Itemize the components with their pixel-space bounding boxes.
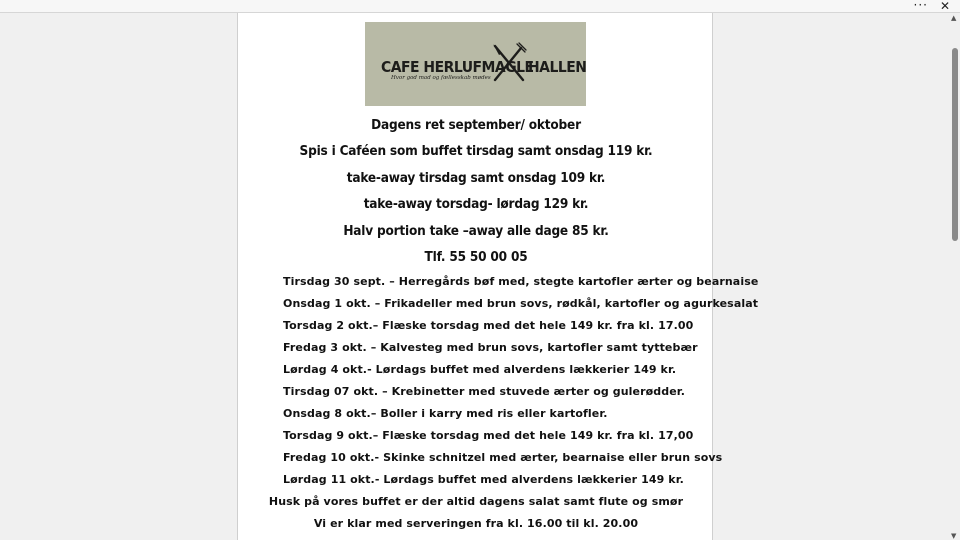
crossed-knife-fork-icon xyxy=(491,42,527,84)
menu-day-item: Tirsdag 30 sept. – Herregårds bøf med, stegte kartofler ærter og bearnaise xyxy=(283,275,759,288)
document-page xyxy=(237,13,759,540)
menu-day-item: Torsdag 2 okt.– Flæske torsdag med det hele 149 kr. fra kl. 17.00 xyxy=(283,319,694,332)
scroll-up-icon[interactable]: ▲ xyxy=(951,14,957,22)
logo-name-left: CAFE HERLUFMAGLE xyxy=(381,58,534,76)
scrollbar-thumb[interactable] xyxy=(952,48,958,241)
phone-number: Tlf. 55 50 00 05 xyxy=(424,249,528,265)
menu-day-item: Onsdag 1 okt. – Frikadeller med brun sovs, rødkål, kartofler og agurkesalat xyxy=(283,297,759,310)
scroll-down-icon[interactable]: ▼ xyxy=(951,532,957,540)
buffet-price: Spis i Caféen som buffet tirsdag samt onsdag 119 kr. xyxy=(299,143,653,159)
menu-day-item: Tirsdag 07 okt. – Krebinetter med stuvede ærter og gulerødder. xyxy=(283,385,686,398)
vertical-scrollbar[interactable] xyxy=(950,13,960,540)
takeaway-tue-wed: take-away tirsdag samt onsdag 109 kr. xyxy=(346,170,606,186)
half-portion: Halv portion take –away alle dage 85 kr. xyxy=(343,223,609,239)
logo-tagline: Hvor god mad og fællesskab mødes xyxy=(391,75,491,81)
viewer-toolbar xyxy=(0,0,960,13)
menu-title: Dagens ret september/ oktober xyxy=(371,117,581,133)
cafe-logo xyxy=(365,22,586,106)
menu-day-item: Fredag 10 okt.- Skinke schnitzel med ærter, bearnaise eller brun sovs xyxy=(283,451,723,464)
menu-day-item: Lørdag 11 okt.- Lørdags buffet med alverdens lækkerier 149 kr. xyxy=(283,473,684,486)
more-options-icon[interactable]: ··· xyxy=(913,0,928,12)
takeaway-thu-sat: take-away torsdag- lørdag 129 kr. xyxy=(363,196,589,212)
menu-day-item: Fredag 3 okt. – Kalvesteg med brun sovs, kartofler samt tyttebær xyxy=(283,341,698,354)
serving-hours: Vi er klar med serveringen fra kl. 16.00 til kl. 20.00 xyxy=(313,517,639,530)
close-icon[interactable]: ✕ xyxy=(939,0,950,13)
menu-day-item: Lørdag 4 okt.- Lørdags buffet med alverdens lækkerier 149 kr. xyxy=(283,363,677,376)
menu-day-item: Onsdag 8 okt.– Boller i karry med ris eller kartofler. xyxy=(283,407,608,420)
logo-name-right: HALLEN xyxy=(528,58,587,76)
menu-day-item: Torsdag 9 okt.– Flæske torsdag med det hele 149 kr. fra kl. 17,00 xyxy=(283,429,694,442)
salad-note: Husk på vores buffet er der altid dagens salat samt flute og smør xyxy=(268,495,684,508)
